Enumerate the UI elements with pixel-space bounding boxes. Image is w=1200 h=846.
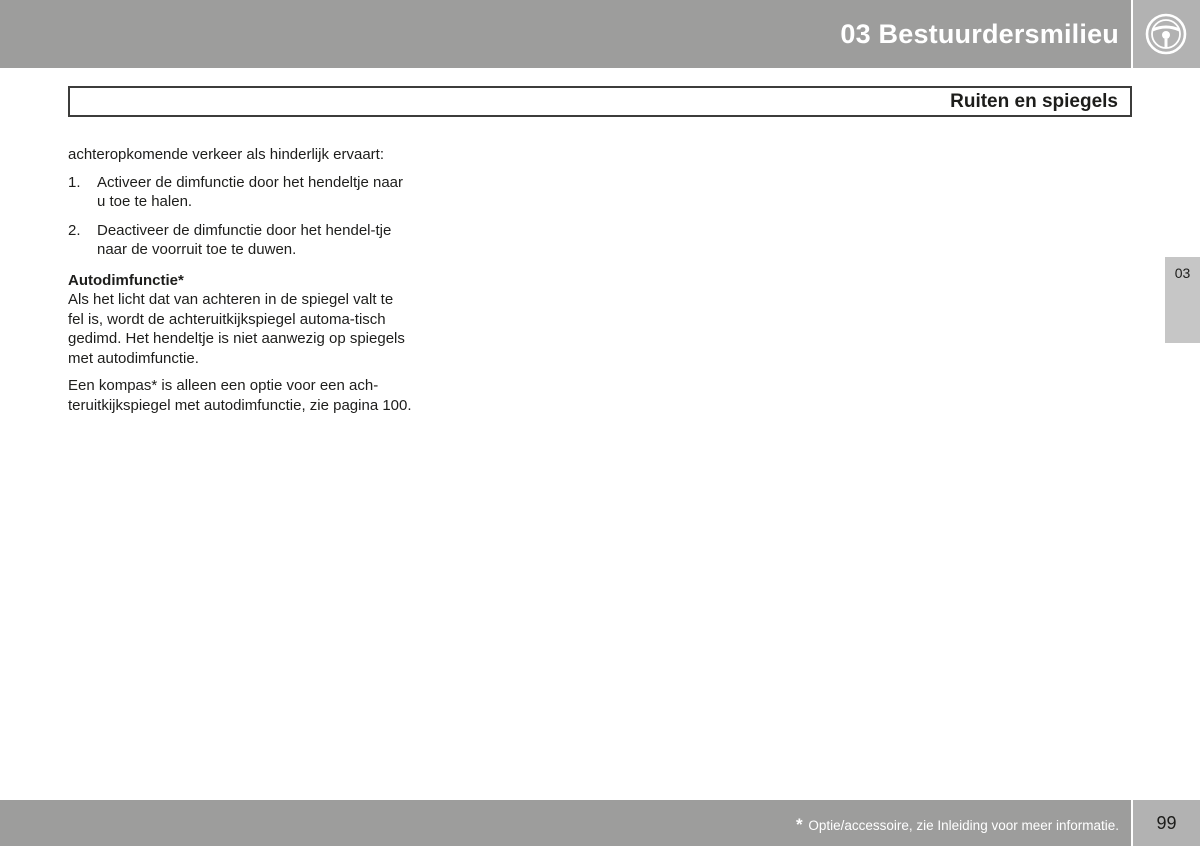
page-number-box xyxy=(1133,800,1200,846)
page-number: 99 xyxy=(1156,813,1177,833)
steering-wheel-icon xyxy=(1145,13,1187,55)
page-footer xyxy=(0,800,1131,846)
intro-text: achteropkomende verkeer als hinderlijk ervaart: xyxy=(68,146,384,163)
section-header xyxy=(68,86,1132,117)
autodim-paragraph: Als het licht dat van achteren in de spiegel valt te fel is, wordt de achteruitkijkspiegel automa-tisch gedimd. Het hendeltje is niet aanwezig op spiegels met autodimfunctie. xyxy=(68,291,405,367)
footnote xyxy=(796,815,1119,835)
steps-list xyxy=(68,173,413,260)
step-number: 1. xyxy=(68,173,81,191)
subsection-heading: Autodimfunctie* xyxy=(68,271,184,289)
section-title: Ruiten en spiegels xyxy=(950,91,1118,112)
side-tab-label: 03 xyxy=(1174,265,1191,281)
step-text: Activeer de dimfunctie door het hendeltje naar u toe te halen. xyxy=(97,173,404,210)
list-item xyxy=(68,221,413,260)
chapter-title: 03 Bestuurdersmilieu xyxy=(840,19,1119,49)
chapter-icon-box xyxy=(1133,0,1200,68)
chapter-side-tab xyxy=(1165,257,1200,343)
chapter-header xyxy=(0,0,1131,68)
main-content xyxy=(68,145,413,423)
step-number: 2. xyxy=(68,221,81,239)
footnote-text: Optie/accessoire, zie Inleiding voor meer informatie. xyxy=(808,818,1119,833)
step-text: Deactiveer de dimfunctie door het hendel-tje naar de voorruit toe te duwen. xyxy=(97,221,392,258)
compass-paragraph: Een kompas* is alleen een optie voor een ach-teruitkijkspiegel met autodimfunctie, zie pagina 100. xyxy=(68,377,412,414)
list-item xyxy=(68,173,413,212)
footnote-mark: * xyxy=(795,815,803,834)
